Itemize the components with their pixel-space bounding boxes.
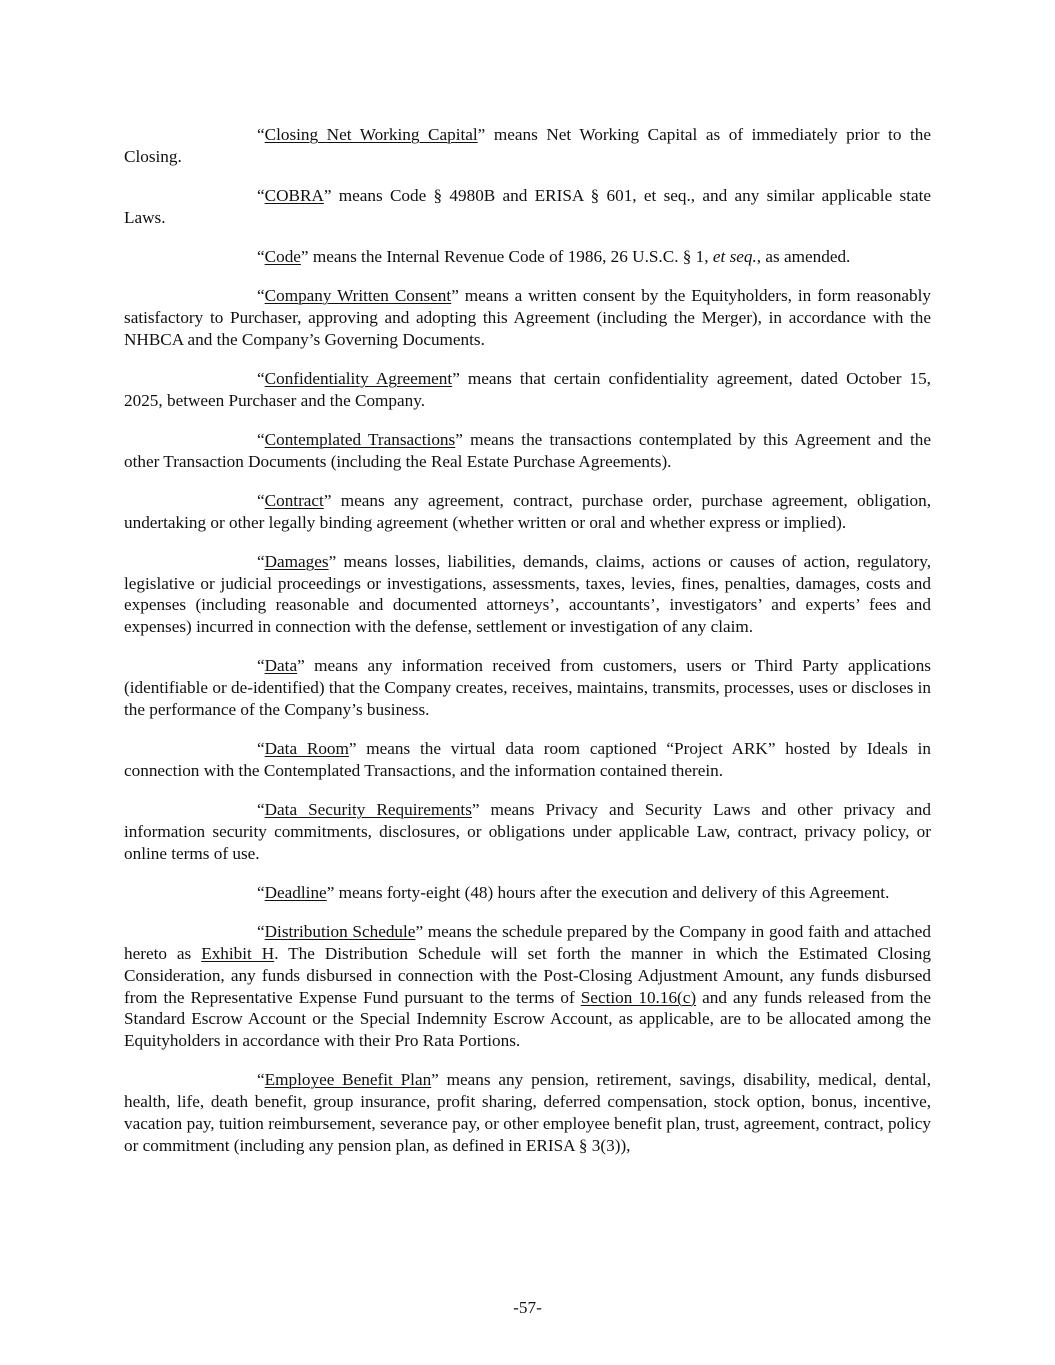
definition-damages bbox=[124, 551, 931, 638]
open-quote: “ bbox=[257, 551, 265, 571]
definition-deadline bbox=[124, 882, 931, 904]
definition-text: ” means Privacy and Security Laws and other privacy and information security commitments, disclosures, or obligations under applicable Law, contract, privacy policy, or online terms of use. bbox=[124, 800, 931, 863]
open-quote: “ bbox=[257, 922, 265, 942]
defined-term: Data Room bbox=[264, 739, 349, 759]
definition-text-end: , as amended. bbox=[756, 246, 851, 266]
defined-term: Damages bbox=[264, 551, 329, 571]
defined-term: Contemplated Transactions bbox=[264, 429, 456, 449]
open-quote: “ bbox=[257, 883, 265, 903]
open-quote: “ bbox=[257, 739, 265, 759]
definition-data bbox=[124, 655, 931, 720]
definition-text: ” means a written consent by the Equityholders, in form reasonably satisfactory to Purchaser, approving and adopting this Agreement (including the Merger), in accordance with the NHBCA and the Company’s Governing Documents. bbox=[124, 286, 931, 349]
italic-text: et seq. bbox=[712, 246, 757, 266]
defined-term: Company Written Consent bbox=[264, 286, 452, 306]
definition-text: ” means Code § 4980B and ERISA § 601, et seq., and any similar applicable state Laws. bbox=[124, 185, 931, 227]
open-quote: “ bbox=[257, 246, 265, 266]
definition-closing-net-working-capital bbox=[124, 124, 931, 168]
definition-text-end: and any funds released from the Standard Escrow Account or the Special Indemnity Escrow Account, as applicable, are to be allocated among the Equityholders in accordance with their Pro Rata Portions. bbox=[124, 987, 932, 1051]
open-quote: “ bbox=[257, 368, 265, 388]
definition-text: ” means any information received from customers, users or Third Party applications (identifiable or de-identified) that the Company creates, receives, maintains, transmits, processes, uses or discloses in the performance of the Company’s business. bbox=[124, 656, 931, 720]
open-quote: “ bbox=[257, 656, 265, 676]
defined-term: Data Security Requirements bbox=[264, 800, 472, 820]
defined-term: Employee Benefit Plan bbox=[264, 1070, 432, 1090]
defined-term: Data bbox=[264, 656, 298, 676]
defined-term: COBRA bbox=[264, 185, 324, 205]
definition-text: ” means the schedule prepared by the Company in good faith and attached hereto as bbox=[124, 922, 932, 963]
definition-contract bbox=[124, 490, 931, 534]
open-quote: “ bbox=[257, 490, 265, 510]
definition-confidentiality-agreement bbox=[124, 368, 931, 412]
open-quote: “ bbox=[257, 429, 265, 449]
open-quote: “ bbox=[257, 125, 265, 144]
definition-text: ” means that certain confidentiality agreement, dated October 15, 2025, between Purchaser and the Company. bbox=[124, 368, 931, 410]
defined-term: Contract bbox=[264, 490, 324, 510]
open-quote: “ bbox=[257, 800, 265, 820]
definition-company-written-consent bbox=[124, 285, 931, 350]
definition-contemplated-transactions bbox=[124, 429, 931, 473]
definition-text: ” means forty-eight (48) hours after the execution and delivery of this Agreement. bbox=[326, 883, 890, 903]
definition-text: ” means losses, liabilities, demands, claims, actions or causes of action, regulatory, legislative or judicial proceedings or investigations, assessments, taxes, levies, fines, penalties, damages, costs and expenses (including reasonable and documented attorneys’, accountants’, investigators’ and experts’ fees and expenses) incurred in connection with the defense, settlement or investigation of any claim. bbox=[124, 551, 931, 637]
document-body bbox=[124, 124, 931, 1174]
defined-term: Code bbox=[264, 246, 301, 266]
definition-data-security-requirements bbox=[124, 799, 931, 864]
definition-text: ” means any pension, retirement, savings, disability, medical, dental, health, life, death benefit, group insurance, profit sharing, deferred compensation, stock option, bonus, incentive, vacation pay, tuition reimbursement, severance pay, or other employee benefit plan, trust, agreement, contract, policy or commitment (including any pension plan, as defined in ERISA § 3(3)), bbox=[124, 1070, 931, 1155]
page-number: -57- bbox=[513, 1298, 542, 1317]
definition-distribution-schedule bbox=[124, 921, 931, 1052]
defined-term: Confidentiality Agreement bbox=[264, 368, 453, 388]
defined-term: Closing Net Working Capital bbox=[264, 125, 478, 144]
defined-term: Distribution Schedule bbox=[264, 922, 416, 942]
definition-cobra bbox=[124, 185, 931, 229]
definition-employee-benefit-plan bbox=[124, 1069, 931, 1156]
open-quote: “ bbox=[257, 1070, 265, 1090]
definition-text: ” means the Internal Revenue Code of 1986, 26 U.S.C. § 1, bbox=[300, 246, 713, 266]
definition-text: ” means the transactions contemplated by this Agreement and the other Transaction Documents (including the Real Estate Purchase Agreements). bbox=[124, 429, 932, 471]
open-quote: “ bbox=[257, 185, 265, 205]
definition-data-room bbox=[124, 738, 931, 782]
definition-text: ” means any agreement, contract, purchase order, purchase agreement, obligation, undertaking or other legally binding agreement (whether written or oral and whether express or implied). bbox=[124, 490, 931, 532]
definition-code bbox=[124, 246, 931, 268]
section-reference: Section 10.16(c) bbox=[580, 987, 697, 1007]
open-quote: “ bbox=[257, 286, 265, 306]
defined-term: Deadline bbox=[264, 883, 327, 903]
definition-text: ” means Net Working Capital as of immediately prior to the Closing. bbox=[124, 125, 931, 166]
definition-text: ” means the virtual data room captioned “Project ARK” hosted by Ideals in connection with the Contemplated Transactions, and the information contained therein. bbox=[124, 739, 932, 781]
exhibit-reference: Exhibit H bbox=[201, 944, 275, 963]
definition-text-continued: . The Distribution Schedule will set forth the manner in which the Estimated Closing Consideration, any funds disbursed in connection with the Post-Closing Adjustment Amount, any funds disbursed from the Representative Expense Fund pursuant to the terms of bbox=[124, 944, 931, 1007]
